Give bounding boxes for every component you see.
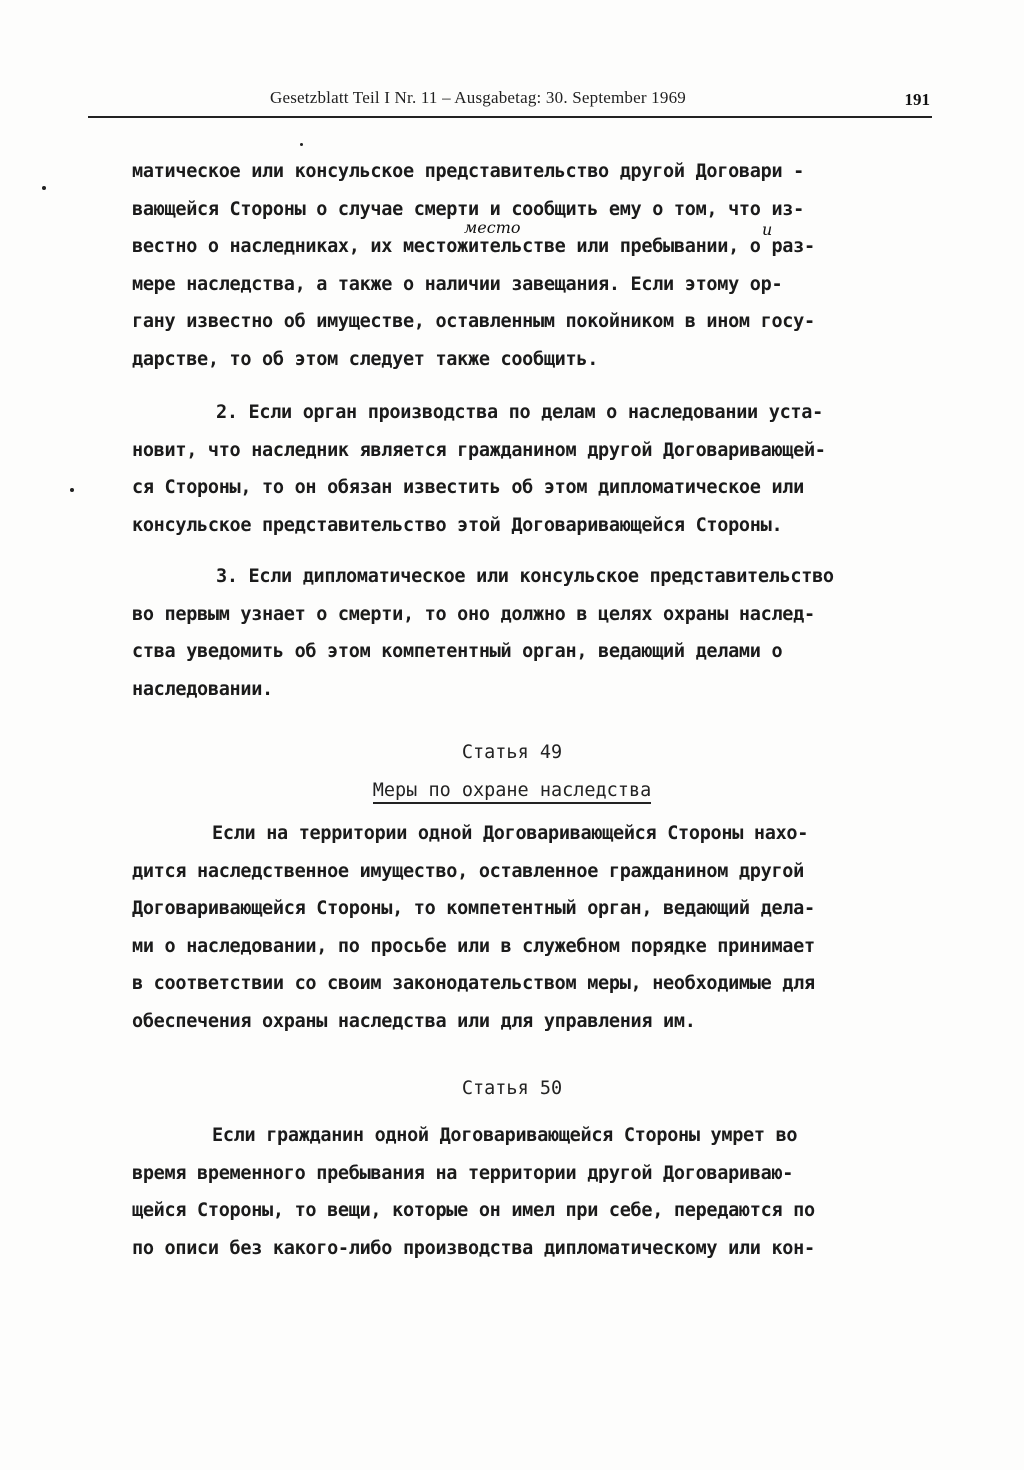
text-line: щейся Стороны, то вещи, которые он имел при себе, передаются по — [132, 1200, 815, 1221]
text-line: гану известно об имуществе, оставленным покойником в ином госу- — [132, 311, 815, 332]
text-line: 3. Если дипломатическое или консульское представительство — [216, 566, 834, 587]
text-line: ми о наследовании, по просьбе или в служебном порядке принимает — [132, 935, 815, 957]
page-number: 191 — [904, 90, 930, 109]
paragraph-continuation — [132, 153, 872, 378]
text-line: 2. Если орган производства по делам о наследовании уста- — [216, 402, 823, 423]
article-49-heading: Статья 49 — [461, 742, 563, 763]
text-line: ства уведомить об этом компетентный орган, ведающий делами о — [132, 641, 783, 662]
text-line: в соответствии со своим законодательством меры, необходимые для — [132, 973, 815, 994]
text-line: время временного пребывания на территории другой Договариваю- — [132, 1162, 794, 1184]
text-line: вестно о наследниках, их местожительстве или пребывании, о раз- — [132, 236, 815, 257]
text-line: матическое или консульское представительство другой Договари - — [132, 161, 804, 182]
handwritten-insert-letter: и — [762, 220, 773, 239]
ink-speck — [70, 488, 74, 492]
text-line: дарстве, то об этом следует также сообщить. — [132, 348, 599, 370]
text-line: дится наследственное имущество, оставленное гражданином другой — [132, 860, 804, 882]
article-49-subheading-text: Меры по охране наследства — [373, 780, 651, 804]
text-line: Договаривающейся Стороны, то компетентный орган, ведающий дела- — [132, 898, 815, 919]
text-line: во первым узнает о смерти, то оно должно в целях охраны наслед- — [132, 603, 815, 625]
page-header — [88, 82, 932, 118]
handwritten-insert-word: место — [464, 218, 521, 237]
text-line: ся Стороны, то он обязан известить об этом дипломатическое или — [132, 477, 804, 498]
text-line: вающейся Стороны о случае смерти и сообщить ему о том, что из- — [132, 198, 804, 220]
text-line: консульское представительство этой Договаривающейся Стороны. — [132, 514, 783, 536]
ink-speck — [300, 143, 303, 146]
article-50-body — [132, 1117, 872, 1267]
text-line: по описи без какого-либо производства дипломатическому или кон- — [132, 1237, 815, 1259]
paragraph-3 — [132, 558, 872, 708]
article-50-heading: Статья 50 — [461, 1078, 563, 1099]
text-line: новит, что наследник является гражданином другой Договаривающей- — [132, 439, 826, 461]
text-line: мере наследства, а также о наличии завещания. Если этому ор- — [132, 273, 783, 295]
ink-speck — [42, 186, 46, 190]
text-line: наследовании. — [132, 678, 273, 700]
gazette-title: Gesetzblatt Teil I Nr. 11 – Ausgabetag: 30. September 1969 — [270, 88, 686, 107]
article-49-body — [132, 815, 872, 1040]
text-line: обеспечения охраны наследства или для управления им. — [132, 1010, 696, 1032]
text-line: Если гражданин одной Договаривающейся Стороны умрет во — [212, 1125, 798, 1146]
paragraph-2 — [132, 394, 872, 544]
text-line: Если на территории одной Договаривающейся Стороны нахо- — [212, 823, 809, 844]
article-49-subheading — [0, 780, 1024, 801]
